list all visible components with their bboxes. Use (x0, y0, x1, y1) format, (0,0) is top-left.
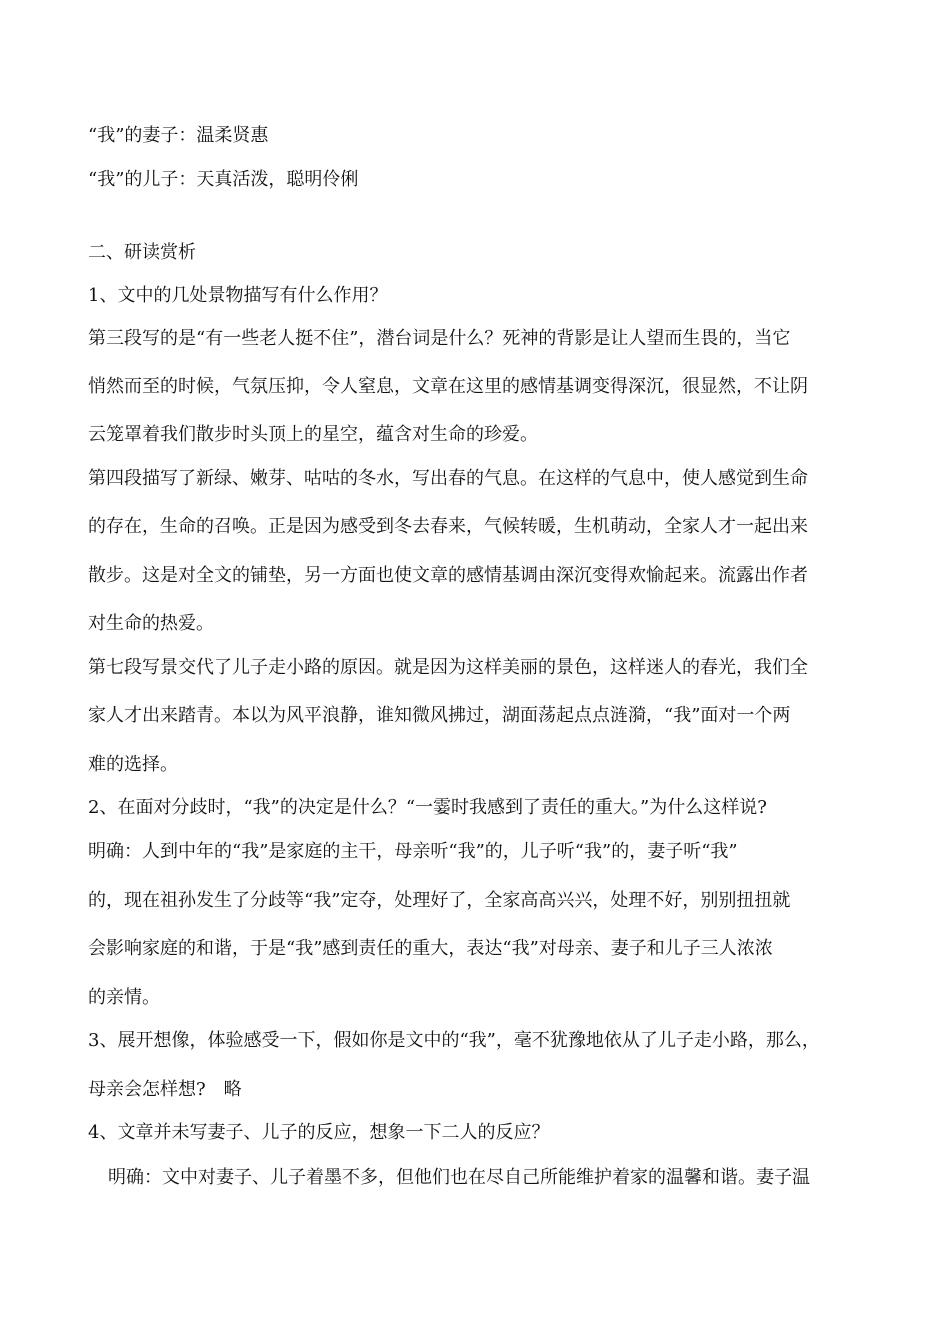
text-line-son: “我”的儿子：天真活泼，聪明伶俐 (88, 169, 359, 190)
answer-line: 会影响家庭的和谐，于是“我”感到责任的重大，表达“我”对母亲、妻子和儿子三人浓浓 (88, 938, 773, 959)
answer-line: 明确：文中对妻子、儿子着墨不多，但他们也在尽自己所能维护着家的温馨和谐。妻子温 (108, 1167, 810, 1188)
paragraph-line: 对生命的热爱。 (88, 613, 214, 634)
answer-line: 的亲情。 (88, 987, 160, 1008)
paragraph-line: 第三段写的是“有一些老人挺不住”，潜台词是什么？死神的背影是让人望而生畏的，当它 (88, 328, 791, 349)
paragraph-line: 散步。这是对全文的铺垫，另一方面也使文章的感情基调由深沉变得欢愉起来。流露出作者 (88, 565, 808, 586)
answer-line: 的，现在祖孙发生了分歧等“我”定夺，处理好了，全家高高兴兴，处理不好，别别扭扭就 (88, 890, 791, 911)
paragraph-line: 家人才出来踏青。本以为风平浪静，谁知微风拂过，湖面荡起点点涟漪，“我”面对一个两 (88, 705, 791, 726)
answer-line: 明确：人到中年的“我”是家庭的主干，母亲听“我”的，儿子听“我”的，妻子听“我” (88, 841, 738, 862)
paragraph-line: 第四段描写了新绿、嫩芽、咕咕的冬水，写出春的气息。在这样的气息中，使人感觉到生命 (88, 468, 808, 489)
question-3: 3、展开想像，体验感受一下，假如你是文中的“我”，毫不犹豫地依从了儿子走小路，那么， (88, 1030, 820, 1051)
question-2: 2、在面对分歧时，“我”的决定是什么？“一霎时我感到了责任的重大。”为什么这样说? (88, 797, 767, 818)
text-line-wife: “我”的妻子：温柔贤惠 (88, 125, 269, 146)
section-heading: 二、研读赏析 (88, 242, 196, 263)
paragraph-line: 云笼罩着我们散步时头顶上的星空，蕴含对生命的珍爱。 (88, 424, 538, 445)
paragraph-line: 第七段写景交代了儿子走小路的原因。就是因为这样美丽的景色，这样迷人的春光，我们全 (88, 657, 808, 678)
question-1: 1、文中的几处景物描写有什么作用？ (88, 285, 388, 306)
question-4: 4、文章并未写妻子、儿子的反应，想象一下二人的反应？ (88, 1122, 550, 1143)
paragraph-line: 的存在，生命的召唤。正是因为感受到冬去春来，气候转暖，生机萌动，全家人才一起出来 (88, 516, 808, 537)
answer-line: 母亲会怎样想? 略 (88, 1079, 242, 1100)
paragraph-line: 难的选择。 (88, 754, 178, 775)
paragraph-line: 悄然而至的时候，气氛压抑，令人窒息，文章在这里的感情基调变得深沉，很显然，不让阴 (88, 376, 808, 397)
